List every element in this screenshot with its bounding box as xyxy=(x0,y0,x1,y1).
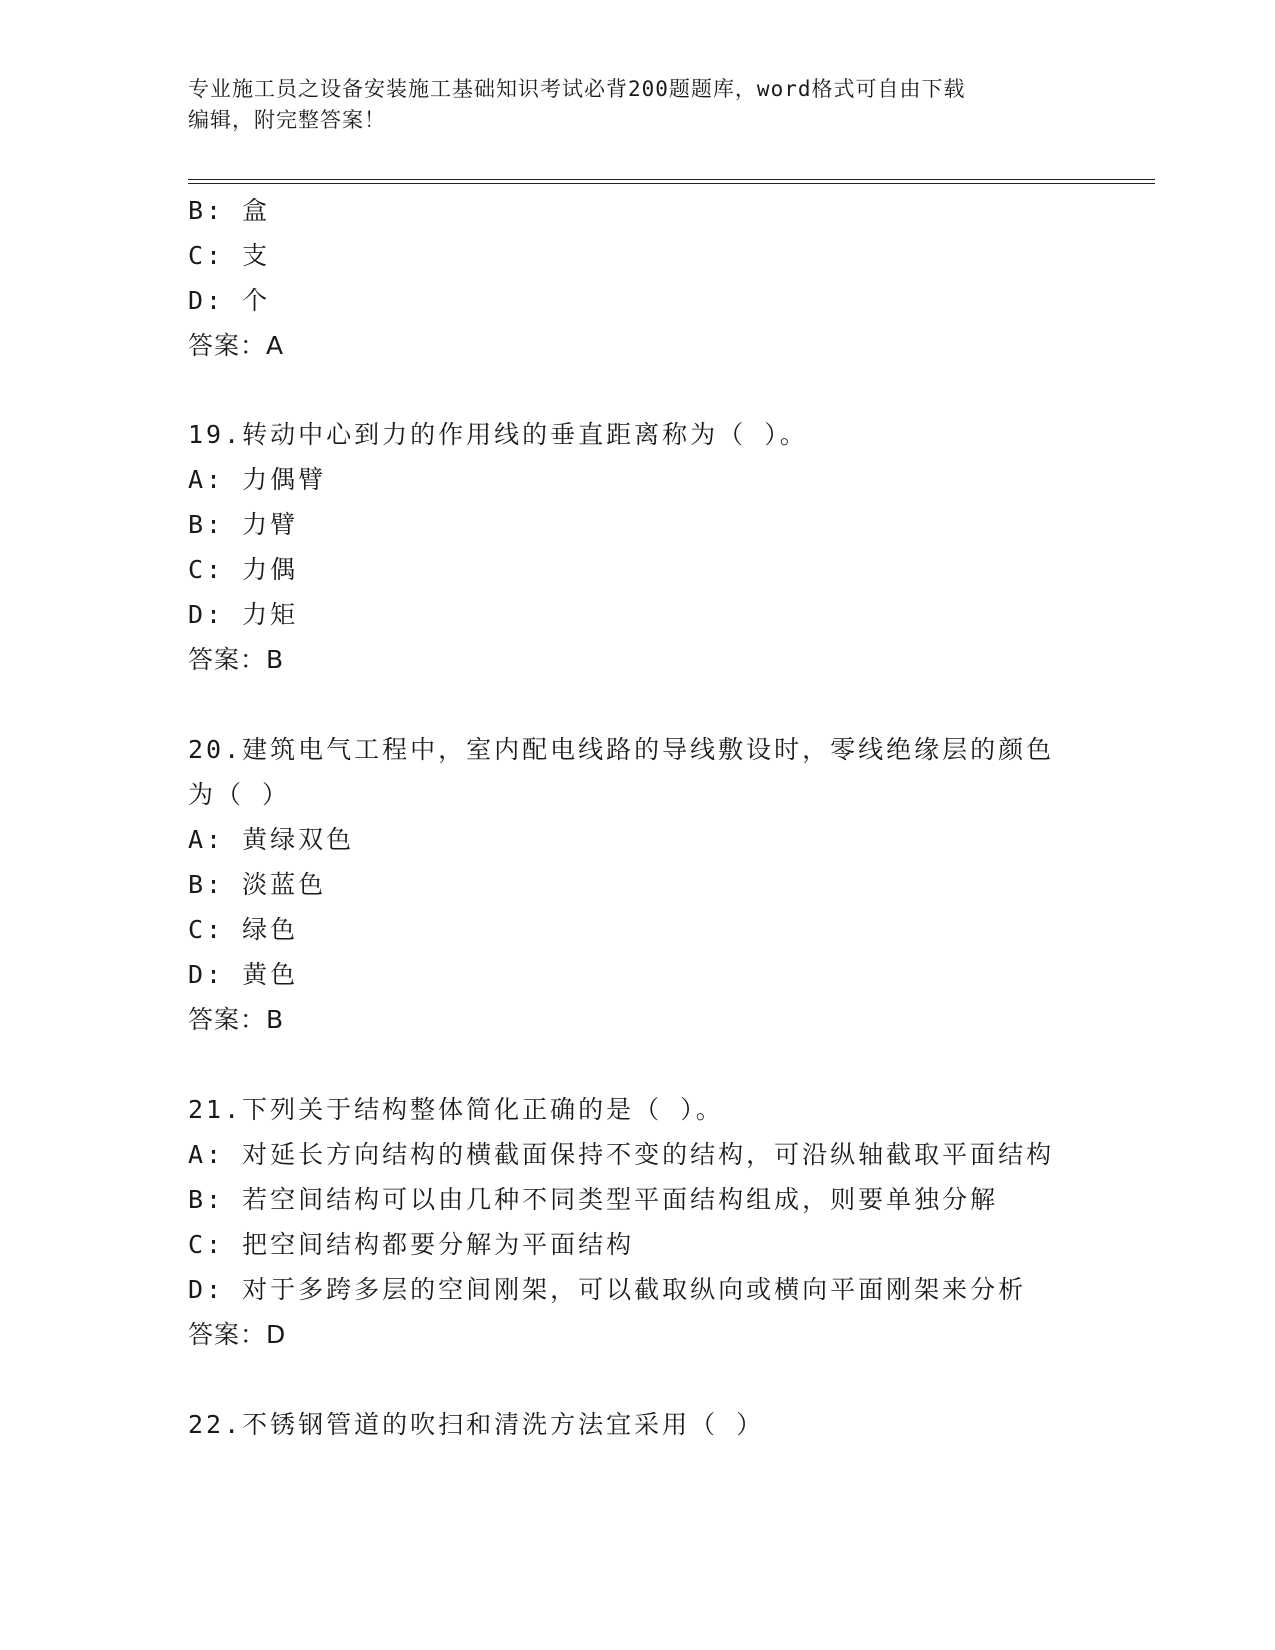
q21-option-d: D: 对于多跨多层的空间刚架，可以截取纵向或横向平面刚架来分析 xyxy=(188,1275,1027,1304)
q20-answer: 答案：B xyxy=(188,1005,285,1034)
q20-option-b: B: 淡蓝色 xyxy=(188,870,327,899)
q18-option-b: B: 盒 xyxy=(188,196,271,225)
q20-option-d: D: 黄色 xyxy=(188,960,299,989)
q19-answer: 答案：B xyxy=(188,645,285,674)
q21-option-b: B: 若空间结构可以由几种不同类型平面结构组成，则要单独分解 xyxy=(188,1185,999,1214)
q18-option-d: D: 个 xyxy=(188,286,271,315)
q22-question: 22.不锈钢管道的吹扫和清洗方法宜采用（ ） xyxy=(188,1410,765,1439)
q19-option-c: C: 力偶 xyxy=(188,555,299,584)
q21-answer: 答案：D xyxy=(188,1320,287,1349)
q21-option-a: A: 对延长方向结构的横截面保持不变的结构，可沿纵轴截取平面结构 xyxy=(188,1140,1055,1169)
header-divider-top xyxy=(188,179,1155,180)
q21-question: 21.下列关于结构整体简化正确的是（ ）。 xyxy=(188,1095,724,1124)
q20-question-line-2: 为（ ） xyxy=(188,780,291,809)
q19-option-b: B: 力臂 xyxy=(188,510,299,539)
header-divider-bottom xyxy=(188,183,1155,184)
q20-option-a: A: 黄绿双色 xyxy=(188,825,355,854)
q18-answer: 答案：A xyxy=(188,331,285,360)
q21-option-c: C: 把空间结构都要分解为平面结构 xyxy=(188,1230,635,1259)
q20-option-c: C: 绿色 xyxy=(188,915,299,944)
q19-option-a: A: 力偶臂 xyxy=(188,465,327,494)
q19-question: 19.转动中心到力的作用线的垂直距离称为（ ）。 xyxy=(188,420,808,449)
q19-option-d: D: 力矩 xyxy=(188,600,299,629)
q18-option-c: C: 支 xyxy=(188,241,271,270)
document-header xyxy=(188,74,1068,136)
q20-question-line-1: 20.建筑电气工程中，室内配电线路的导线敷设时，零线绝缘层的颜色 xyxy=(188,735,1055,764)
header-title-line-1: 专业施工员之设备安装施工基础知识考试必背200题题库，word格式可自由下载 xyxy=(188,77,966,101)
header-title-line-2: 编辑，附完整答案！ xyxy=(188,108,386,132)
